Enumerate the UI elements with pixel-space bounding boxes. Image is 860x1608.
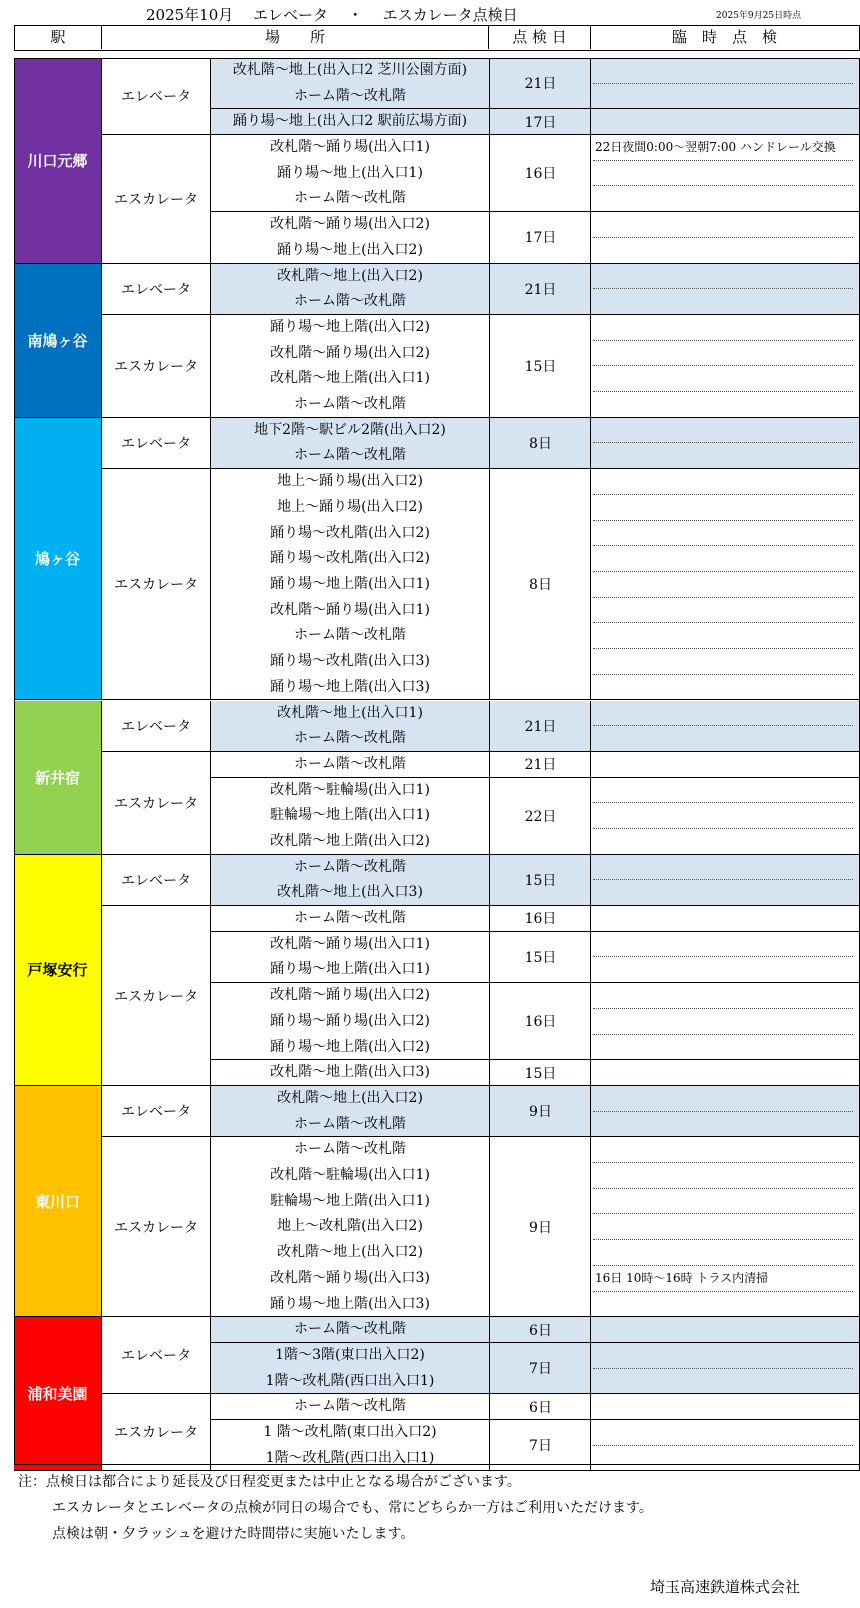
location-cell: 踊り場～地上階(出入口1) [270, 575, 430, 592]
dotted-line [593, 520, 853, 521]
inspection-day: 9日 [489, 1137, 591, 1316]
location-cell: ホーム階～改札階 [294, 87, 406, 104]
footnote: エスカレータとエレベータの点検が同日の場合でも、常にどちらか一方はご利用いただけます。 [52, 1500, 653, 1516]
equipment-type: エスカレータ [101, 752, 210, 855]
location-cell: 地上～改札階(出入口2) [277, 1218, 423, 1235]
location-group [210, 701, 590, 752]
header-temporary: 臨 時 点 検 [671, 28, 777, 46]
header-day: 点 検 日 [489, 26, 591, 49]
location-group [210, 983, 590, 1060]
location-group [210, 212, 590, 263]
station-name: 鳩ヶ谷 [14, 418, 101, 701]
location-group [210, 264, 590, 315]
dotted-line [593, 1445, 853, 1446]
equipment-type: エレベータ [101, 264, 210, 315]
location-cell: 改札階～地上(出入口2) [277, 267, 423, 284]
station-name: 南鳩ヶ谷 [14, 264, 101, 418]
location-group [210, 752, 590, 778]
inspection-day: 7日 [489, 1420, 591, 1470]
location-cell: 改札階～踊り場(出入口1) [270, 601, 430, 618]
location-cell: ホーム階～改札階 [294, 858, 406, 875]
temporary-cell [590, 264, 860, 315]
dotted-line [593, 879, 853, 880]
temporary-cell [590, 212, 860, 263]
location-cell: 改札階～地上(出入口2 芝川公園方面) [232, 62, 468, 78]
inspection-day: 6日 [489, 1394, 591, 1419]
location-cell: 駐輪場～地上階(出入口1) [270, 1192, 430, 1209]
temporary-cell [590, 932, 860, 983]
inspection-day: 7日 [489, 1343, 591, 1393]
dotted-line [593, 1008, 853, 1009]
location-cell: 改札階～地上(出入口2) [277, 1244, 423, 1261]
location-cell: ホーム階～改札階 [294, 1115, 406, 1132]
dotted-line [593, 237, 853, 238]
temporary-cell [590, 983, 860, 1060]
location-group [210, 418, 590, 469]
temporary-cell [590, 1060, 860, 1086]
dotted-line [593, 1111, 853, 1112]
dotted-line [593, 494, 853, 495]
dotted-line [593, 725, 853, 726]
location-cell: 改札階～踊り場(出入口1) [270, 139, 430, 156]
inspection-day: 17日 [489, 212, 591, 262]
dotted-line [593, 571, 853, 572]
location-cell: ホーム階～改札階 [294, 293, 406, 310]
inspection-day: 9日 [489, 1086, 591, 1136]
location-cell: 改札階～踊り場(出入口2) [270, 216, 430, 233]
temporary-cell [590, 752, 860, 778]
location-cell: 踊り場～改札階(出入口3) [270, 653, 430, 670]
dotted-line [593, 1213, 853, 1214]
location-cell: 地上～踊り場(出入口2) [277, 473, 423, 490]
inspection-day: 22日 [489, 778, 591, 854]
temporary-cell [590, 135, 860, 212]
dotted-line [593, 83, 853, 84]
location-cell: 改札階～地上階(出入口2) [270, 832, 430, 849]
inspection-day: 8日 [489, 418, 591, 468]
footnotes [18, 1469, 858, 1547]
location-group [210, 58, 590, 109]
location-cell: 改札階～地上(出入口3) [277, 884, 423, 901]
dotted-line [593, 597, 853, 598]
inspection-day: 21日 [489, 264, 591, 314]
location-group [210, 932, 590, 983]
inspection-day: 15日 [489, 932, 591, 982]
equipment-type: エスカレータ [101, 1137, 210, 1317]
inspection-day: 17日 [489, 109, 591, 134]
temporary-cell [590, 1137, 860, 1317]
location-group [210, 855, 590, 906]
location-group [210, 906, 590, 932]
temporary-cell [590, 418, 860, 469]
equipment-type: エレベータ [101, 855, 210, 906]
table-header [14, 25, 860, 51]
location-cell: 踊り場～地上(出入口1) [277, 164, 423, 181]
location-cell: ホーム階～改札階 [294, 910, 406, 927]
inspection-day: 16日 [489, 906, 591, 931]
location-group [210, 135, 590, 212]
inspection-day: 6日 [489, 1317, 591, 1342]
location-group [210, 778, 590, 855]
temporary-cell [590, 1086, 860, 1137]
dotted-line [593, 1034, 853, 1035]
dotted-line [593, 160, 853, 161]
temporary-cell [590, 1343, 860, 1394]
station-name: 新井宿 [14, 701, 101, 855]
inspection-day: 21日 [489, 701, 591, 751]
location-cell: ホーム階～改札階 [294, 730, 406, 747]
location-group [210, 1137, 590, 1317]
temporary-cell [590, 1420, 860, 1471]
dotted-line [593, 1239, 853, 1240]
station-name: 東川口 [14, 1086, 101, 1317]
dotted-line [593, 365, 853, 366]
location-cell: ホーム階～改札階 [294, 1141, 406, 1158]
location-group [210, 1086, 590, 1137]
inspection-day: 21日 [489, 752, 591, 777]
footnote: 点検は朝・夕ラッシュを避けた時間帯に実施いたします。 [52, 1526, 415, 1542]
dotted-line [593, 391, 853, 392]
location-cell: 踊り場～地上階(出入口1) [270, 961, 430, 978]
header-location: 場 所 [102, 26, 489, 49]
location-cell: 踊り場～改札階(出入口2) [270, 524, 430, 541]
temporary-cell [590, 1317, 860, 1343]
inspection-day: 16日 [489, 983, 591, 1059]
page-title: 2025年10月 エレベータ ・ エスカレータ点検日 [146, 6, 518, 24]
inspection-day: 15日 [489, 1060, 591, 1085]
location-cell: 改札階～地上階(出入口1) [270, 370, 430, 387]
dotted-line [593, 1291, 853, 1292]
location-cell: 踊り場～踊り場(出入口2) [270, 1012, 430, 1029]
temporary-cell [590, 701, 860, 752]
temporary-note: 22日夜間0:00～翌朝7:00 ハンドレール交換 [595, 140, 836, 155]
location-cell: 改札階～駐輪場(出入口1) [270, 1167, 430, 1184]
inspection-day: 15日 [489, 855, 591, 905]
dotted-line [593, 674, 853, 675]
location-cell: ホーム階～改札階 [294, 1398, 406, 1415]
location-cell: 踊り場～地上階(出入口3) [270, 678, 430, 695]
dotted-line [593, 622, 853, 623]
location-cell: ホーム階～改札階 [294, 396, 406, 413]
equipment-type: エレベータ [101, 58, 210, 135]
location-group [210, 1317, 590, 1343]
location-cell: 改札階～地上(出入口2) [277, 1090, 423, 1106]
location-cell: 改札階～地上階(出入口3) [270, 1064, 430, 1081]
location-cell: 1 階～改札階(東口出入口2) [263, 1424, 437, 1441]
location-cell: 1階～改札階(西口出入口1) [265, 1449, 435, 1466]
location-cell: 改札階～踊り場(出入口2) [270, 987, 430, 1004]
location-cell: 改札階～踊り場(出入口2) [270, 344, 430, 361]
dotted-line [593, 185, 853, 186]
location-group [210, 469, 590, 700]
location-cell: 改札階～駐輪場(出入口1) [270, 781, 430, 798]
location-cell: 踊り場～改札階(出入口2) [270, 550, 430, 567]
dotted-line [593, 648, 853, 649]
equipment-type: エスカレータ [101, 315, 210, 418]
footnote: 注：点検日は都合により延長及び日程変更または中止となる場合がございます。 [18, 1474, 521, 1490]
location-group [210, 315, 590, 418]
location-group [210, 1343, 590, 1394]
inspection-day: 21日 [489, 58, 591, 108]
temporary-cell [590, 58, 860, 109]
dotted-line [593, 442, 853, 443]
location-cell: ホーム階～改札階 [294, 447, 406, 464]
temporary-cell [590, 855, 860, 906]
location-cell: 地上～踊り場(出入口2) [277, 498, 423, 515]
temporary-cell [590, 315, 860, 418]
equipment-type: エスカレータ [101, 906, 210, 1086]
temporary-cell [590, 778, 860, 855]
equipment-type: エスカレータ [101, 469, 210, 700]
station-name: 川口元郷 [14, 58, 101, 264]
location-group [210, 1420, 590, 1471]
location-cell: 踊り場～地上階(出入口2) [270, 1038, 430, 1055]
temporary-cell [590, 469, 860, 700]
location-cell: ホーム階～改札階 [294, 755, 406, 772]
inspection-day: 8日 [489, 469, 591, 699]
dotted-line [593, 545, 853, 546]
station-name: 戸塚安行 [14, 855, 101, 1086]
inspection-day: 15日 [489, 315, 591, 417]
dotted-line [593, 1265, 853, 1266]
location-cell: 改札階～踊り場(出入口3) [270, 1269, 430, 1286]
dotted-line [593, 340, 853, 341]
temporary-cell [590, 109, 860, 135]
location-cell: 踊り場～地上(出入口2) [277, 241, 423, 258]
dotted-line [593, 1368, 853, 1369]
location-cell: 改札階～踊り場(出入口1) [270, 935, 430, 952]
location-cell: 駐輪場～地上階(出入口1) [270, 807, 430, 824]
equipment-type: エレベータ [101, 1086, 210, 1137]
location-cell: 1階～改札階(西口出入口1) [265, 1372, 435, 1389]
location-cell: 踊り場～地上(出入口2 駅前広場方面) [232, 113, 468, 130]
as-of-date: 2025年9月25日時点 [716, 11, 802, 21]
station-name: 浦和美園 [14, 1317, 101, 1471]
location-group [210, 109, 590, 135]
page-header [0, 2, 860, 24]
location-cell: 1階～3階(東口出入口2) [275, 1347, 425, 1363]
inspection-table [14, 58, 860, 1494]
location-cell: 踊り場～地上階(出入口2) [270, 319, 430, 335]
location-cell: 踊り場～地上階(出入口3) [270, 1295, 430, 1312]
location-group [210, 1060, 590, 1086]
dotted-line [593, 802, 853, 803]
equipment-type: エレベータ [101, 418, 210, 469]
company-name: 埼玉高速鉄道株式会社 [650, 1578, 801, 1596]
equipment-type: エスカレータ [101, 135, 210, 264]
inspection-day: 16日 [489, 135, 591, 211]
header-station: 駅 [15, 26, 102, 49]
location-cell: ホーム階～改札階 [294, 1321, 406, 1338]
location-cell: 改札階～地上(出入口1) [277, 704, 423, 721]
dotted-line [593, 1188, 853, 1189]
location-group [210, 1394, 590, 1420]
location-cell: 地下2階～駅ビル2階(出入口2) [254, 421, 446, 438]
temporary-cell [590, 906, 860, 932]
location-cell: ホーム階～改札階 [294, 627, 406, 644]
equipment-type: エスカレータ [101, 1394, 210, 1471]
dotted-line [593, 956, 853, 957]
temporary-note: 16日 10時～16時 トラス内清掃 [595, 1270, 769, 1285]
dotted-line [593, 1162, 853, 1163]
equipment-type: エレベータ [101, 1317, 210, 1394]
dotted-line [593, 288, 853, 289]
equipment-type: エレベータ [101, 701, 210, 752]
location-cell: ホーム階～改札階 [294, 190, 406, 207]
dotted-line [593, 828, 853, 829]
temporary-cell [590, 1394, 860, 1420]
